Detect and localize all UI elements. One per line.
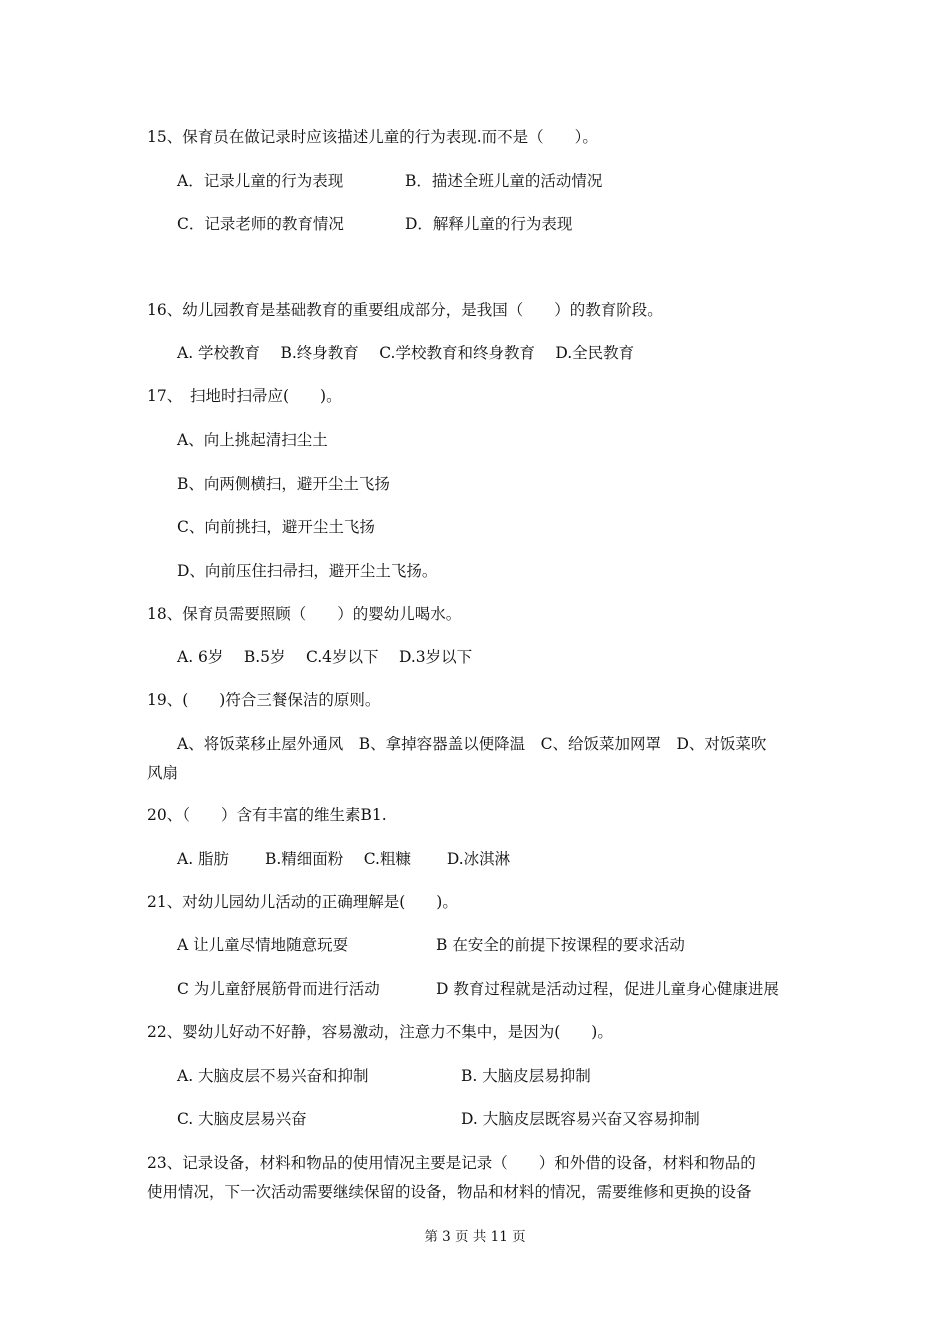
question-21-option-c: C 为儿童舒展筋骨而进行活动 [177, 980, 380, 998]
question-22-option-c: C. 大脑皮层易兴奋 [177, 1110, 307, 1128]
question-22-stem: 22、婴幼儿好动不好静，容易激动，注意力不集中，是因为( )。 [147, 1023, 613, 1041]
question-15-option-c: C．记录老师的教育情况 [177, 215, 344, 233]
question-15-option-a: A．记录儿童的行为表现 [177, 172, 344, 190]
question-17-option-a: A、向上挑起清扫尘土 [177, 431, 328, 449]
question-19-stem: 19、( )符合三餐保洁的原则。 [147, 691, 381, 709]
question-17-option-c: C、向前挑扫，避开尘土飞扬 [177, 518, 375, 536]
question-20-options: A. 脂肪 B.精细面粉 C.粗糠 D.冰淇淋 [177, 850, 511, 868]
question-22-option-d: D. 大脑皮层既容易兴奋又容易抑制 [461, 1110, 700, 1128]
question-17-option-d: D、向前压住扫帚扫，避开尘土飞扬。 [177, 562, 438, 580]
question-23-stem-line2: 使用情况，下一次活动需要继续保留的设备，物品和材料的情况，需要维修和更换的设备 [147, 1183, 752, 1201]
question-15-option-b: B．描述全班儿童的活动情况 [405, 172, 603, 190]
question-16-options: A. 学校教育 B.终身教育 C.学校教育和终身教育 D.全民教育 [177, 344, 635, 362]
question-21-stem: 21、对幼儿园幼儿活动的正确理解是( )。 [147, 893, 458, 911]
question-18-stem: 18、保育员需要照顾（ ）的婴幼儿喝水。 [147, 605, 462, 623]
question-21-option-b: B 在安全的前提下按课程的要求活动 [436, 936, 685, 954]
question-21-option-d: D 教育过程就是活动过程，促进儿童身心健康进展 [436, 980, 779, 998]
question-20-stem: 20、（ ）含有丰富的维生素B1. [147, 806, 387, 824]
question-21-option-a: A 让儿童尽情地随意玩耍 [177, 936, 349, 954]
question-22-option-a: A. 大脑皮层不易兴奋和抑制 [177, 1067, 369, 1085]
question-23-stem-line1: 23、记录设备，材料和物品的使用情况主要是记录（ ）和外借的设备，材料和物品的 [147, 1154, 756, 1172]
question-17-option-b: B、向两侧横扫，避开尘土飞扬 [177, 475, 390, 493]
question-15-option-d: D．解释儿童的行为表现 [405, 215, 573, 233]
question-15-stem: 15、保育员在做记录时应该描述儿童的行为表现.而不是（ ）。 [147, 128, 598, 146]
question-18-options: A. 6岁 B.5岁 C.4岁以下 D.3岁以下 [177, 648, 473, 666]
page-number-footer: 第 3 页 共 11 页 [424, 1229, 526, 1245]
question-19-options-line2: 风扇 [147, 764, 179, 782]
question-16-stem: 16、幼儿园教育是基础教育的重要组成部分，是我国（ ）的教育阶段。 [147, 301, 663, 319]
question-19-options-line1: A、将饭菜移止屋外通风 B、拿掉容器盖以便降温 C、给饭菜加网罩 D、对饭菜吹 [177, 735, 767, 753]
question-22-option-b: B. 大脑皮层易抑制 [461, 1067, 591, 1085]
question-17-stem: 17、 扫地时扫帚应( )。 [147, 387, 342, 405]
